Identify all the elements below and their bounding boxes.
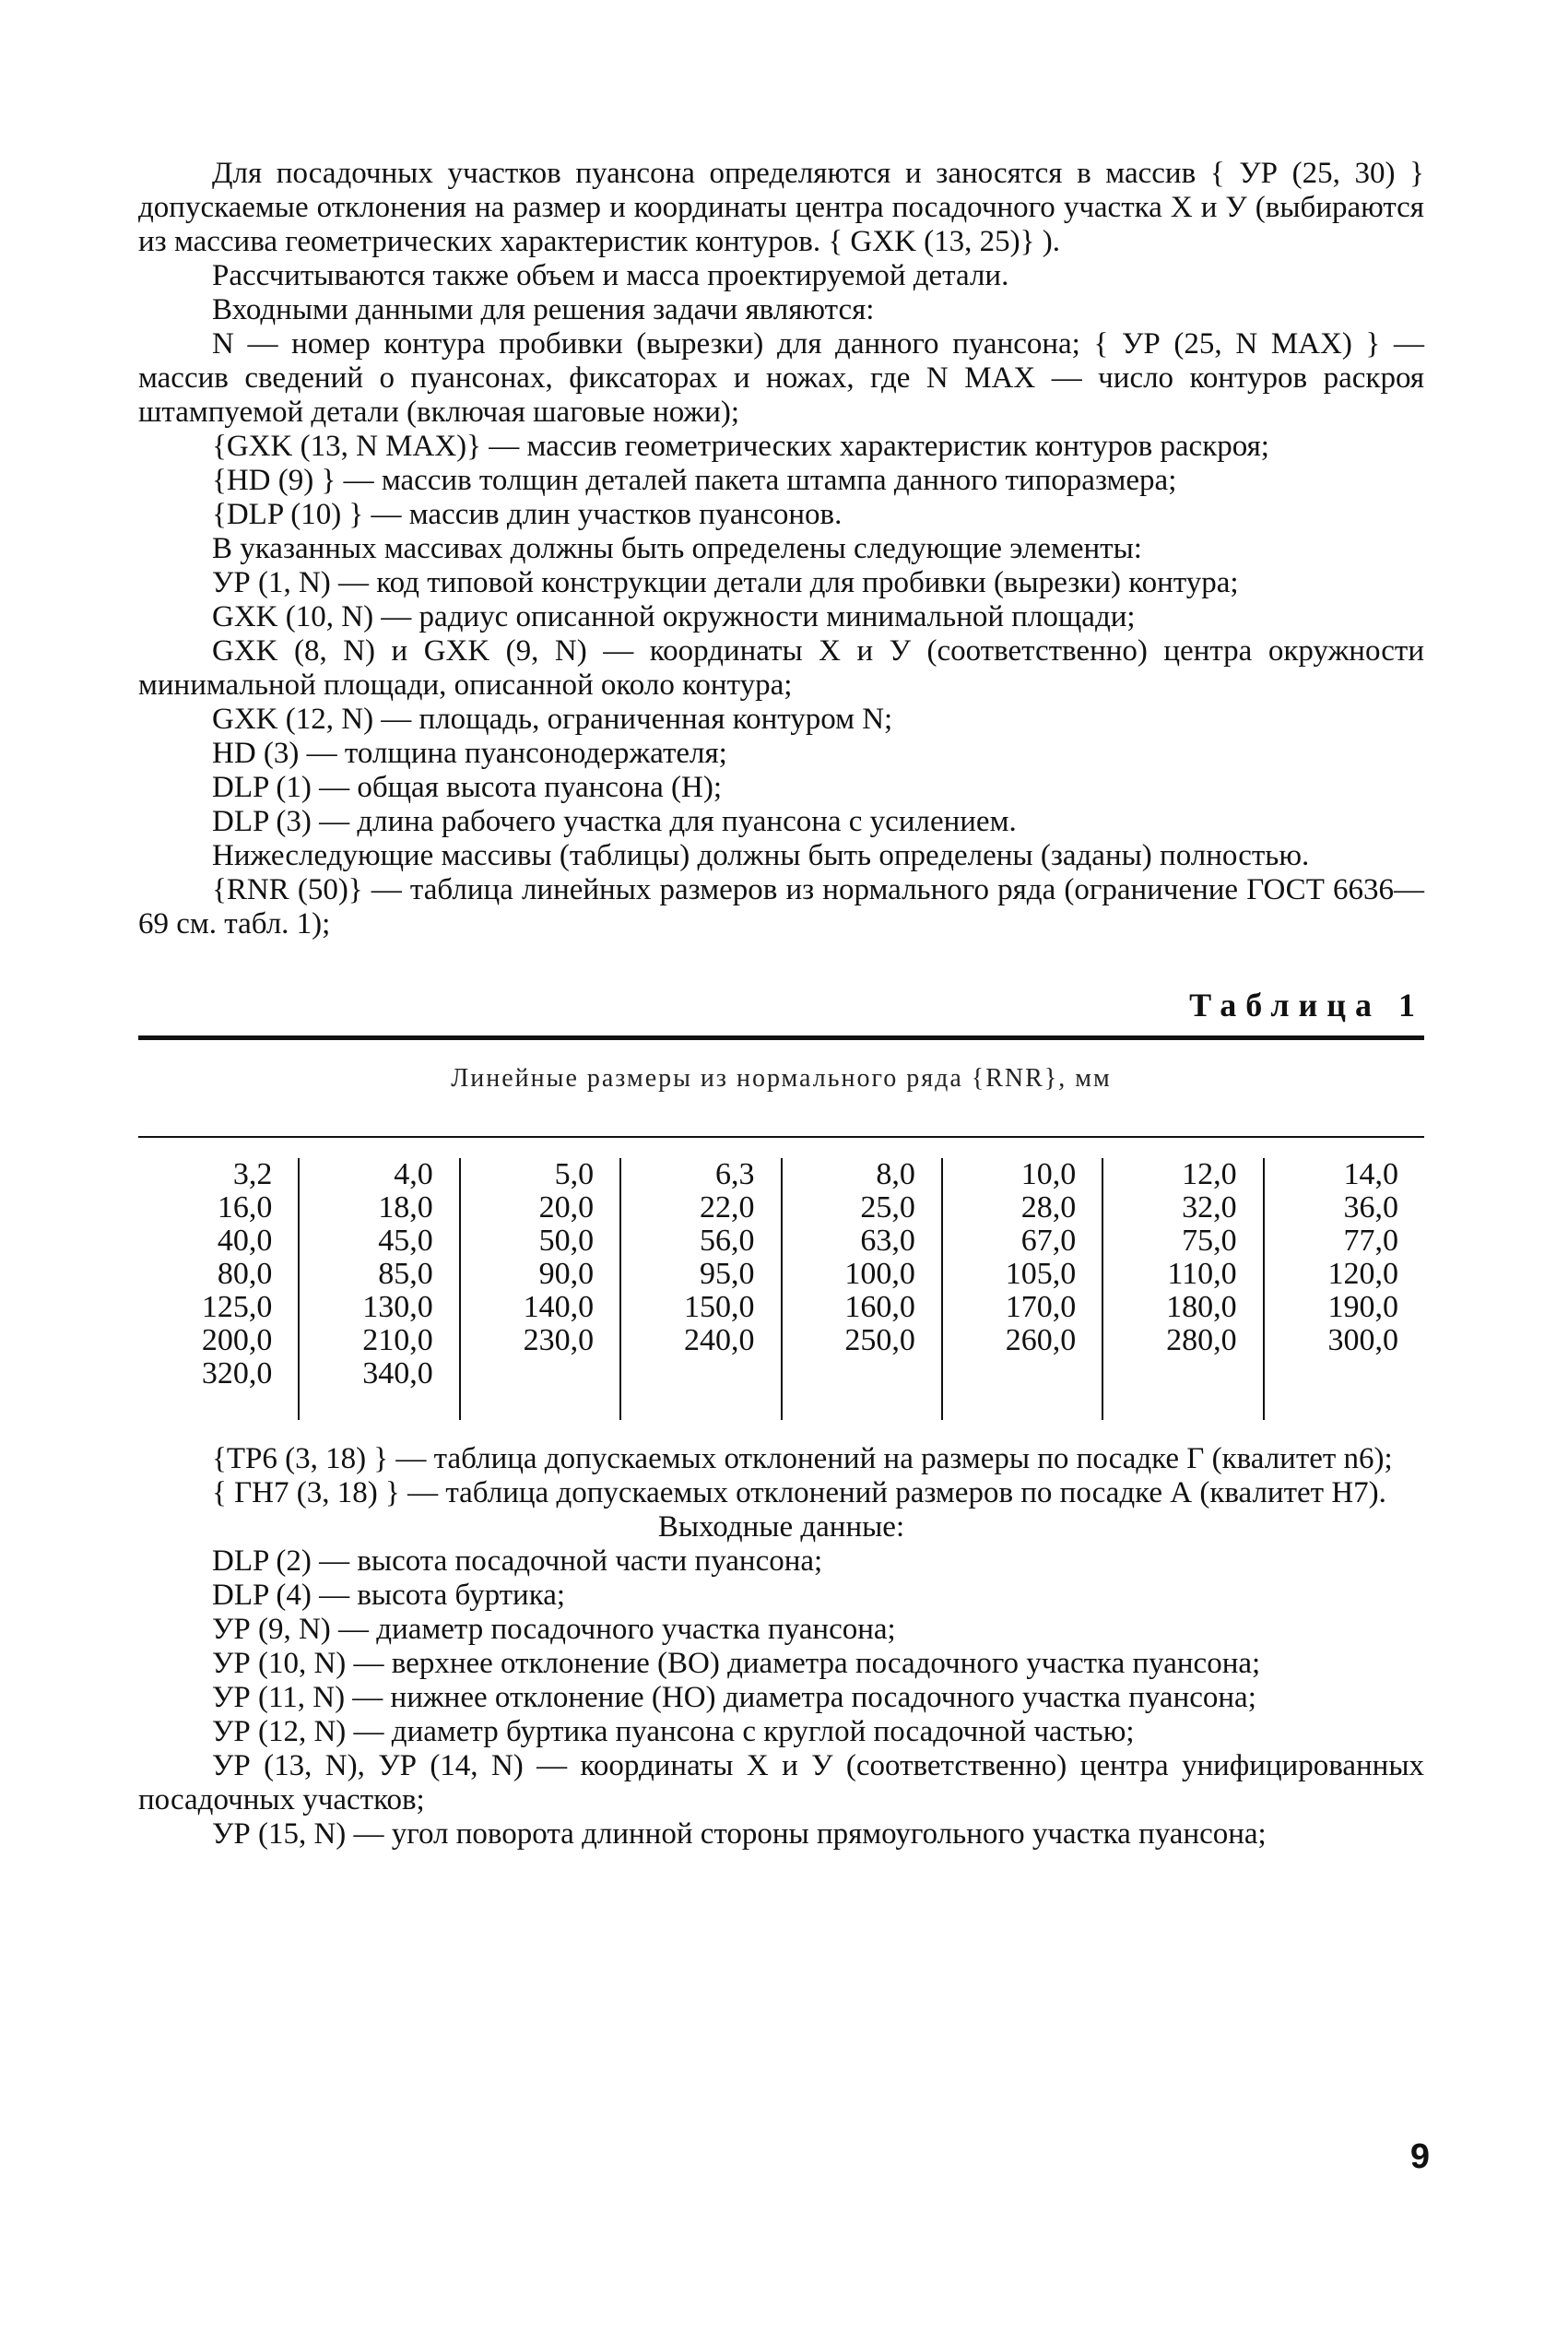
table-column <box>138 1158 299 1420</box>
table-column <box>1102 1158 1263 1420</box>
paragraph: УР (13, N), УР (14, N) — координаты Х и У (соответственно) центра унифицированных посадочных участков; <box>138 1749 1424 1816</box>
paragraph: УР (9, N) — диаметр посадочного участка пуансона; <box>212 1613 896 1646</box>
table-column <box>460 1158 620 1420</box>
table-cell: 32,0 <box>1182 1190 1237 1225</box>
table-cell: 160,0 <box>844 1290 915 1324</box>
table-cell: 36,0 <box>1343 1190 1398 1225</box>
rnr-table <box>138 1158 1424 1420</box>
table-cell: 210,0 <box>362 1323 433 1357</box>
table-cell: 3,2 <box>232 1157 273 1191</box>
table-cell: 100,0 <box>844 1257 915 1291</box>
table-cell: 250,0 <box>844 1323 915 1357</box>
table-cell: 56,0 <box>700 1224 755 1258</box>
paragraph: Рассчитываются также объем и масса проектируемой детали. <box>212 259 1009 292</box>
paragraph: Для посадочных участков пуансона определяются и заносятся в массив { УР (25, 30) } допускаемые отклонения на размер и координаты центра посадочного участка Х и У (выбираются из массива геометрических характеристик контуров. { GXK (13, 25)} ). <box>138 157 1424 258</box>
table-cell: 50,0 <box>538 1224 595 1258</box>
table-cell: 5,0 <box>554 1157 595 1191</box>
table-cell: 140,0 <box>523 1290 595 1324</box>
paragraph: {ТР6 (3, 18) } — таблица допускаемых отклонений на размеры по посадке Г (квалитет n6); <box>212 1442 1393 1475</box>
table-cell: 125,0 <box>201 1290 273 1324</box>
table-cell: 190,0 <box>1327 1290 1398 1324</box>
table-cell: 90,0 <box>538 1257 595 1291</box>
table-cell: 170,0 <box>1005 1290 1077 1324</box>
table-title: Линейные размеры из нормального ряда {RNR}, мм <box>451 1064 1112 1093</box>
table-column <box>1264 1158 1424 1420</box>
paragraph: DLP (1) — общая высота пуансона (H); <box>212 771 723 804</box>
table-cell: 320,0 <box>201 1356 273 1390</box>
table-cell: 105,0 <box>1005 1257 1077 1291</box>
section-heading: Выходные данные: <box>657 1510 905 1544</box>
table-cell: 25,0 <box>860 1190 915 1225</box>
table-cell: 260,0 <box>1005 1323 1077 1357</box>
paragraph: N — номер контура пробивки (вырезки) для данного пуансона; { УР (25, N МАХ) } — массив сведений о пуансонах, фиксаторах и ножах, где N МАХ — число контуров раскроя штампуемой детали (включая шаговые ножи); <box>138 327 1424 429</box>
table-cell: 12,0 <box>1182 1157 1237 1191</box>
table-cell: 230,0 <box>523 1323 595 1357</box>
table-cell: 16,0 <box>217 1190 273 1225</box>
table-cell: 280,0 <box>1166 1323 1237 1357</box>
table-cell: 6,3 <box>715 1157 755 1191</box>
table-column <box>620 1158 781 1420</box>
paragraph: УР (12, N) — диаметр буртика пуансона с круглой посадочной частью; <box>212 1715 1135 1748</box>
table-cell: 300,0 <box>1327 1323 1398 1357</box>
table-cell: 200,0 <box>201 1323 273 1357</box>
paragraph: DLP (2) — высота посадочной части пуансона; <box>212 1544 823 1578</box>
paragraph: Входными данными для решения задачи являются: <box>212 293 875 326</box>
table-header-rule <box>138 1136 1424 1138</box>
table-cell: 4,0 <box>394 1157 433 1191</box>
paragraph: DLP (3) — длина рабочего участка для пуансона с усилением. <box>212 805 1017 838</box>
paragraph: УР (10, N) — верхнее отклонение (ВО) диаметра посадочного участка пуансона; <box>212 1647 1261 1680</box>
paragraph: Нижеследующие массивы (таблицы) должны быть определены (заданы) полностью. <box>212 839 1310 872</box>
paragraph: GXK (10, N) — радиус описанной окружности минимальной площади; <box>212 600 1136 633</box>
paragraph: УР (1, N) — код типовой конструкции детали для пробивки (вырезки) контура; <box>212 566 1239 599</box>
paragraph: {DLP (10) } — массив длин участков пуансонов. <box>212 498 843 531</box>
table-cell: 63,0 <box>860 1224 915 1258</box>
table-cell: 75,0 <box>1182 1224 1237 1258</box>
table-cell: 40,0 <box>217 1224 273 1258</box>
table-cell: 67,0 <box>1020 1224 1077 1258</box>
table-cell: 150,0 <box>684 1290 755 1324</box>
page-number: 9 <box>1409 2137 1430 2176</box>
table-column <box>942 1158 1102 1420</box>
table-cell: 240,0 <box>684 1323 755 1357</box>
table-cell: 85,0 <box>378 1257 433 1291</box>
paragraph: УР (15, N) — угол поворота длинной стороны прямоугольного участка пуансона; <box>212 1817 1267 1851</box>
table-cell: 110,0 <box>1167 1257 1237 1291</box>
table-top-rule <box>138 1035 1424 1040</box>
table-cell: 180,0 <box>1166 1290 1237 1324</box>
paragraph: HD (3) — толщина пуансонодержателя; <box>212 737 727 770</box>
table-cell: 95,0 <box>700 1257 755 1291</box>
table-cell: 130,0 <box>362 1290 433 1324</box>
table-cell: 10,0 <box>1020 1157 1077 1191</box>
table-column <box>299 1158 459 1420</box>
table-cell: 28,0 <box>1020 1190 1077 1225</box>
paragraph: DLP (4) — высота буртика; <box>212 1579 566 1612</box>
table-caption: Таблица 1 <box>1189 987 1424 1024</box>
paragraph: УР (11, N) — нижнее отклонение (НО) диаметра посадочного участка пуансона; <box>212 1681 1256 1714</box>
paragraph: GXK (12, N) — площадь, ограниченная контуром N; <box>212 703 893 736</box>
table-cell: 340,0 <box>362 1356 433 1390</box>
table-cell: 8,0 <box>876 1157 915 1191</box>
paragraph: GXK (8, N) и GXK (9, N) — координаты X и У (соответственно) центра окружности минимальной площади, описанной около контура; <box>138 634 1424 702</box>
paragraph: {GXK (13, N MAX)} — массив геометрических характеристик контуров раскроя; <box>212 430 1269 463</box>
table-cell: 80,0 <box>217 1257 273 1291</box>
paragraph: { ГН7 (3, 18) } — таблица допускаемых отклонений размеров по посадке А (квалитет Н7). <box>212 1476 1386 1509</box>
document-page <box>138 157 1424 1852</box>
table-cell: 45,0 <box>378 1224 433 1258</box>
table-cell: 22,0 <box>700 1190 755 1225</box>
table-cell: 120,0 <box>1327 1257 1398 1291</box>
output-section <box>138 1442 1424 1852</box>
table-cell: 77,0 <box>1343 1224 1398 1258</box>
table-cell: 20,0 <box>538 1190 595 1225</box>
paragraph: {HD (9) } — массив толщин деталей пакета штампа данного типоразмера; <box>212 464 1177 497</box>
table-column <box>782 1158 942 1420</box>
table-cell: 14,0 <box>1343 1157 1398 1191</box>
paragraph: {RNR (50)} — таблица линейных размеров из нормального ряда (ограничение ГОСТ 6636—69 см. табл. 1); <box>138 873 1424 941</box>
paragraph: В указанных массивах должны быть определены следующие элементы: <box>212 532 1142 565</box>
table-row <box>138 1158 1424 1420</box>
table-cell: 18,0 <box>378 1190 433 1225</box>
